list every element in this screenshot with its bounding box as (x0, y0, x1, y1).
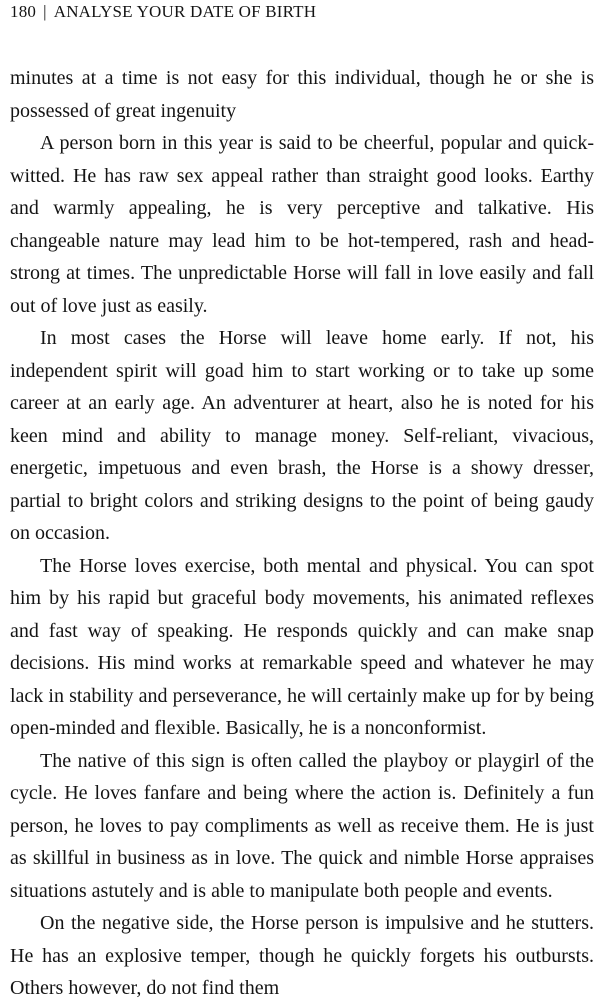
body-text (10, 62, 594, 1005)
paragraph: The native of this sign is often called the playboy or playgirl of the cycle. He loves fanfare and being where the action is. Definitely a fun person, he loves to pay compliments as well as receive them. He is just as skillful in business as in love. The quick and nimble Horse appraises situations astutely and is able to manipulate both people and events. (10, 749, 594, 902)
paragraph-continued: minutes at a time is not easy for this individual, though he or she is possessed of great ingenuity (10, 67, 594, 122)
paragraph: A person born in this year is said to be cheerful, popular and quick-witted. He has raw sex appeal rather than straight good looks. Earthy and warmly appealing, he is very perceptive and talkative. His changeable nature may lead him to be hot-tempered, rash and head-strong at times. The unpredictable Horse will fall in love easily and fall out of love just as easily. (10, 132, 594, 317)
page-number: 180 (10, 2, 37, 21)
running-title: ANALYSE YOUR DATE OF BIRTH (53, 2, 317, 21)
header-separator: | (43, 2, 47, 21)
paragraph: The Horse loves exercise, both mental and physical. You can spot him by his rapid but graceful body movements, his animated reflexes and fast way of speaking. He responds quickly and can make snap decisions. His mind works at remarkable speed and whatever he may lack in stability and perseverance, he will certainly make up for by being open-minded and flexible. Basically, he is a nonconformist. (10, 554, 594, 739)
running-header (10, 2, 316, 22)
paragraph: On the negative side, the Horse person is impulsive and he stutters. He has an explosive temper, though he quickly forgets his outbursts. Others however, do not find them (10, 912, 594, 999)
paragraph: In most cases the Horse will leave home early. If not, his independent spirit will goad him to start working or to take up some career at an early age. An adventurer at heart, also he is noted for his keen mind and ability to manage money. Self-reliant, vivacious, energetic, impetuous and even brash, the Horse is a showy dresser, partial to bright colors and striking designs to the point of being gaudy on occasion. (10, 327, 594, 544)
